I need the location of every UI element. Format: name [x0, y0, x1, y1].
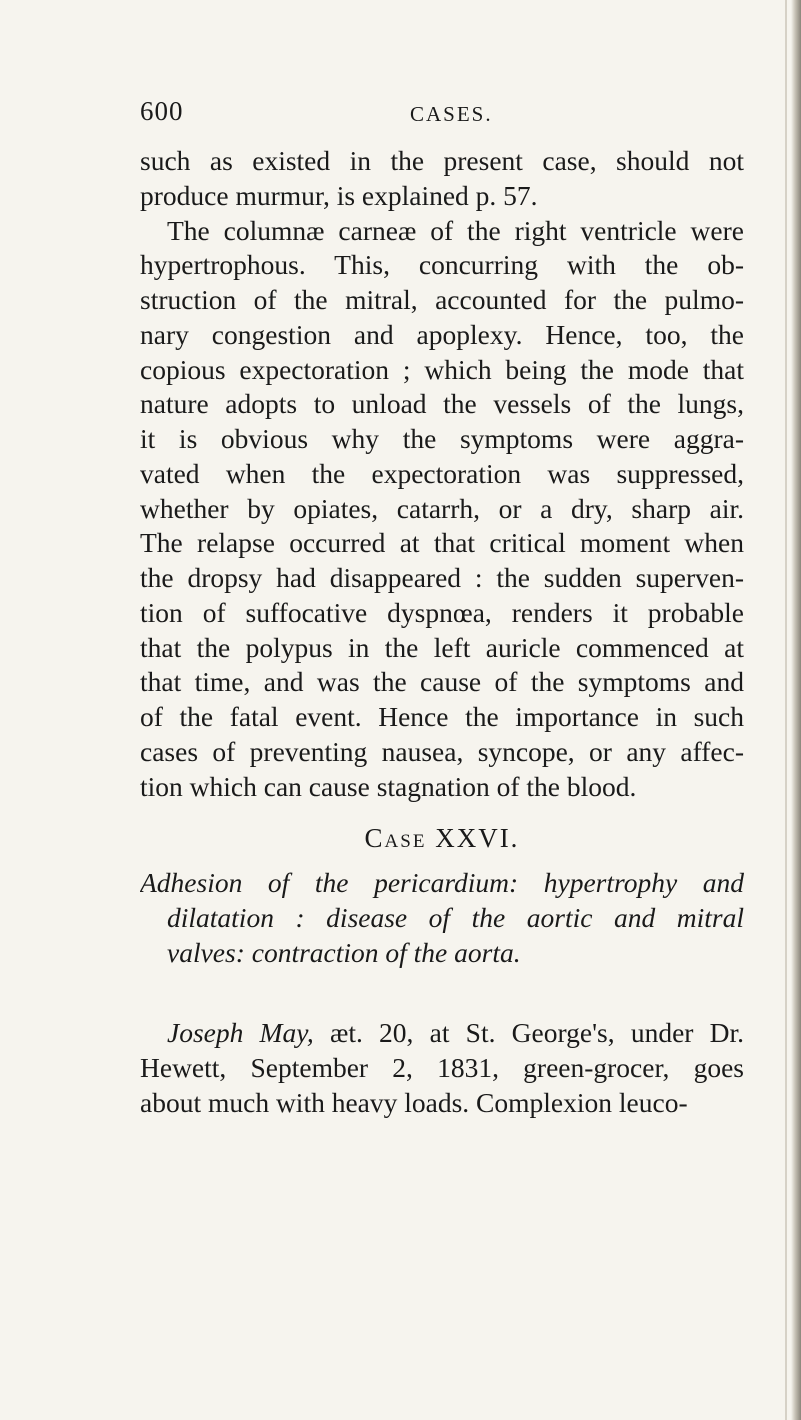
- case-abstract: [140, 866, 744, 970]
- text-line: copious expectoration ; which being the mode that: [140, 353, 744, 385]
- body-paragraphs: [140, 144, 744, 804]
- text-line: nary congestion and apoplexy. Hence, too, the: [140, 318, 744, 350]
- running-title: CASES.: [410, 102, 493, 126]
- text-line: The relapse occurred at that critical moment when: [140, 527, 744, 559]
- abstract-line: valves: contraction of the aorta.: [167, 936, 521, 968]
- text-line: that the polypus in the left auricle commenced at: [140, 631, 744, 663]
- case-heading: [140, 823, 744, 854]
- text-line: [140, 1015, 744, 1050]
- narrative-text: æt. 20, at St. George's, under Dr.: [329, 1017, 744, 1048]
- text-line: that time, and was the cause of the symptoms and: [140, 666, 744, 698]
- abstract-line: Adhesion of the pericardium: hypertrophy and: [140, 867, 744, 898]
- text-line: Hewett, September 2, 1831, green-grocer, goes: [140, 1052, 744, 1083]
- text-line: of the fatal event. Hence the importance in such: [140, 701, 744, 732]
- binding-edge: [791, 0, 801, 1420]
- page-number: 600: [140, 96, 184, 126]
- text-line: it is obvious why the symptoms were aggra-: [140, 423, 744, 454]
- text-line: nature adopts to unload the vessels of the lungs,: [140, 388, 744, 420]
- text-line: whether by opiates, catarrh, or a dry, sharp air.: [140, 492, 744, 524]
- abstract-line: dilatation : disease of the aortic and mitral: [167, 901, 744, 933]
- case-heading-text: Case XXVI.: [364, 823, 520, 853]
- case-narrative: [140, 1015, 744, 1120]
- text-line: the dropsy had disappeared : the sudden superven-: [140, 562, 744, 593]
- patient-name: Joseph May,: [167, 1017, 314, 1048]
- text-line: tion of suffocative dyspnœa, renders it probable: [140, 596, 744, 628]
- text-line: about much with heavy loads. Complexion leuco-: [140, 1087, 688, 1118]
- text-line: cases of preventing nausea, syncope, or any affec-: [140, 735, 744, 767]
- text-line: hypertrophous. This, concurring with the ob-: [140, 249, 744, 281]
- running-head: [140, 96, 700, 132]
- text-line: vated when the expectoration was suppressed,: [140, 457, 744, 489]
- text-line: The columnæ carneæ of the right ventricle were: [167, 214, 744, 246]
- binding-shadow: [785, 0, 787, 1420]
- text-line: produce murmur, is explained p. 57.: [140, 179, 538, 211]
- text-line: such as existed in the present case, should not: [140, 145, 744, 176]
- text-line: tion which can cause stagnation of the blood.: [140, 770, 637, 802]
- text-line: struction of the mitral, accounted for the pulmo-: [140, 284, 744, 315]
